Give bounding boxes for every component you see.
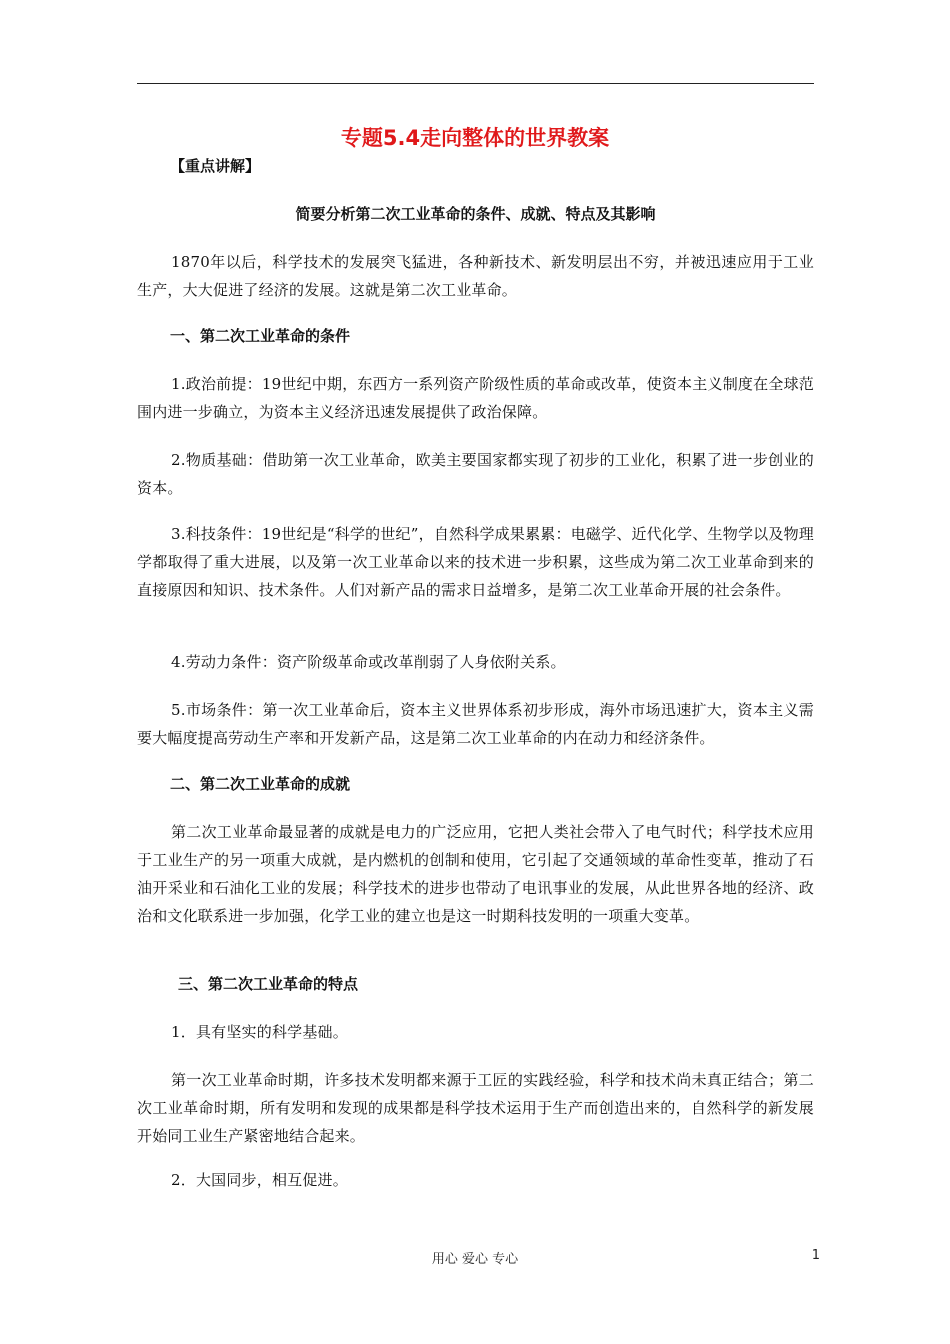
condition-1: 1.政治前提：19世纪中期，东西方一系列资产阶级性质的革命或改革，使资本主义制度在全球范围内进一步确立，为资本主义经济迅速发展提供了政治保障。	[137, 375, 814, 421]
document-title: 专题5.4走向整体的世界教案	[340, 126, 610, 150]
section-label: 【重点讲解】	[170, 157, 261, 175]
heading-achievements: 二、第二次工业革命的成就	[170, 775, 351, 793]
heading-features: 三、第二次工业革命的特点	[178, 975, 359, 993]
feature-1-title: 1．具有坚实的科学基础。	[171, 1023, 348, 1041]
feature-1-paragraph: 第一次工业革命时期，许多技术发明都来源于工匠的实践经验，科学和技术尚未真正结合；第二次工业革命时期，所有发明和发现的成果都是科学技术运用于生产而创造出来的，自然科学的新发展开始同工业生产紧密地结合起来。	[137, 1071, 814, 1145]
condition-2: 2.物质基础：借助第一次工业革命，欧美主要国家都实现了初步的工业化，积累了进一步创业的资本。	[137, 451, 814, 497]
header-rule	[137, 83, 814, 84]
achievements-paragraph: 第二次工业革命最显著的成就是电力的广泛应用，它把人类社会带入了电气时代；科学技术应用于工业生产的另一项重大成就，是内燃机的创制和使用，它引起了交通领域的革命性变革，推动了石油开采业和石油化工业的发展；科学技术的进步也带动了电讯事业的发展，从此世界各地的经济、政治和文化联系进一步加强，化学工业的建立也是这一时期科技发明的一项重大变革。	[137, 823, 814, 925]
condition-4: 4.劳动力条件：资产阶级革命或改革削弱了人身依附关系。	[171, 653, 566, 671]
heading-conditions: 一、第二次工业革命的条件	[170, 327, 351, 345]
feature-2-title: 2．大国同步，相互促进。	[171, 1171, 348, 1189]
page-footer: 用心 爱心 专心	[431, 1252, 519, 1267]
subtitle: 简要分析第二次工业革命的条件、成就、特点及其影响	[295, 205, 656, 223]
page-number: 1	[811, 1248, 820, 1263]
condition-3: 3.科技条件：19世纪是“科学的世纪”，自然科学成果累累：电磁学、近代化学、生物学以及物理学都取得了重大进展，以及第一次工业革命以来的技术进一步积累，这些成为第二次工业革命到来的直接原因和知识、技术条件。人们对新产品的需求日益增多，是第二次工业革命开展的社会条件。	[137, 525, 814, 599]
intro-paragraph: 1870年以后，科学技术的发展突飞猛进，各种新技术、新发明层出不穷，并被迅速应用于工业生产，大大促进了经济的发展。这就是第二次工业革命。	[137, 253, 814, 299]
condition-5: 5.市场条件：第一次工业革命后，资本主义世界体系初步形成，海外市场迅速扩大，资本主义需要大幅度提高劳动生产率和开发新产品，这是第二次工业革命的内在动力和经济条件。	[137, 701, 814, 747]
